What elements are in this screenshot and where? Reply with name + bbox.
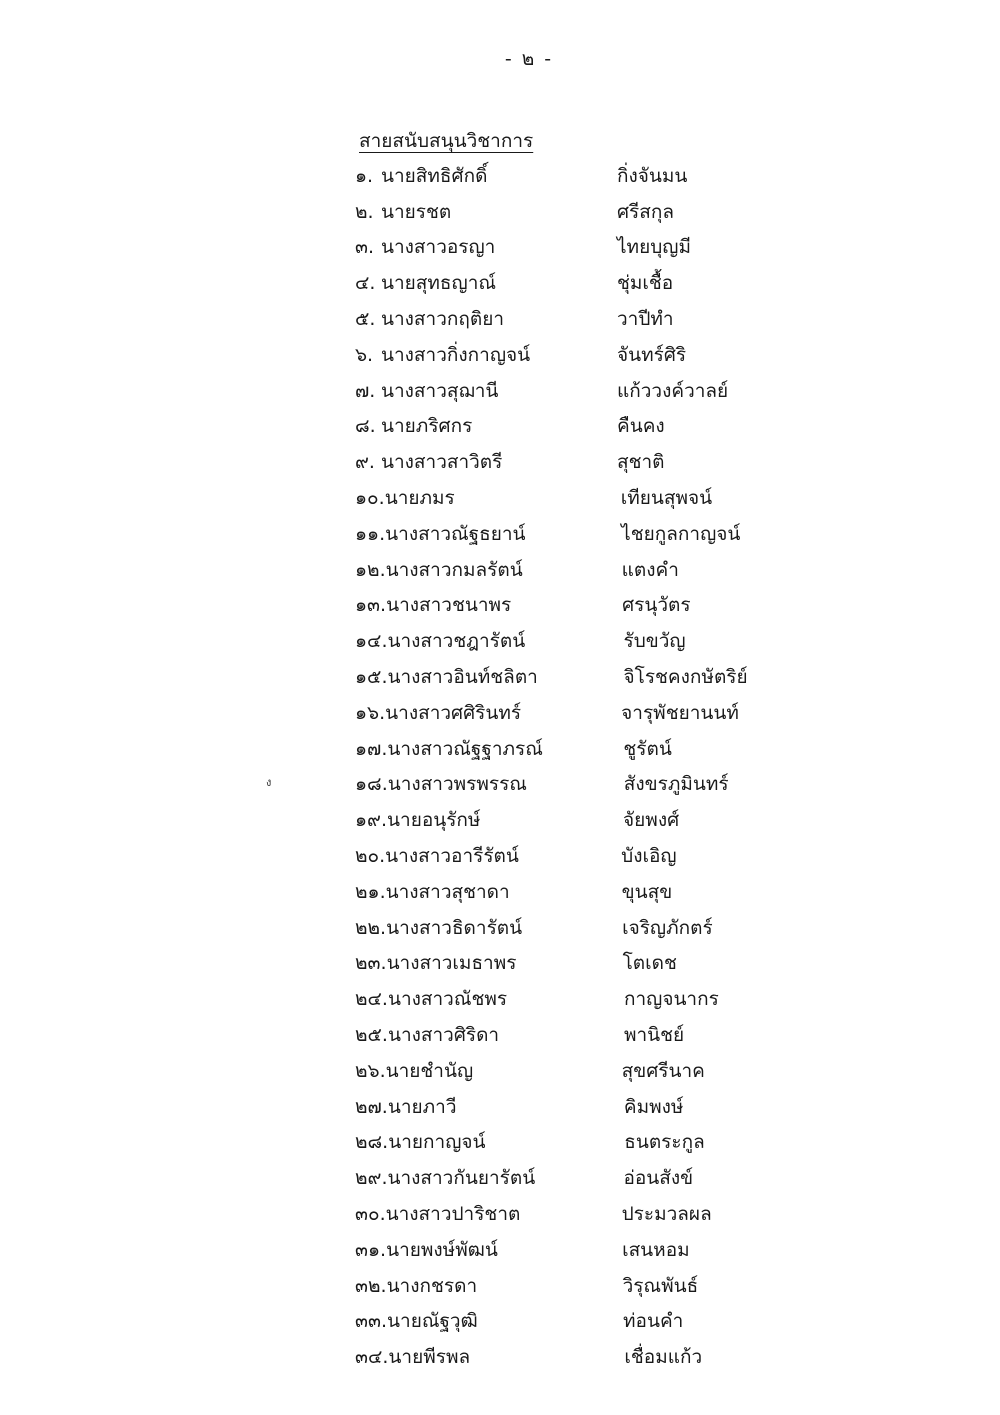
given-name: นางสาวชนาพร — [386, 594, 512, 617]
list-item — [355, 552, 775, 588]
item-number: ๑๓. — [355, 594, 387, 617]
list-item — [355, 731, 775, 767]
item-number: ๓๑. — [355, 1238, 387, 1261]
surname: โตเดช — [622, 952, 677, 975]
given-name: นางสาวกิ่งกาญจน์ — [381, 343, 531, 366]
item-number: ๙. — [355, 451, 375, 474]
list-item — [355, 337, 775, 373]
item-number: ๒๙. — [355, 1167, 388, 1190]
list-item — [355, 1089, 775, 1125]
item-number: ๓๒. — [355, 1274, 387, 1297]
given-name: นางสาวสุฌานี — [381, 379, 499, 402]
surname: สุชาติ — [617, 451, 665, 474]
given-name: นางสาวอินท์ชลิตา — [387, 666, 538, 689]
surname: ธนตระกูล — [624, 1131, 705, 1154]
surname: ประมวลผล — [621, 1203, 712, 1225]
given-name: นายสิทธิศักดิ์ — [381, 164, 488, 187]
given-name: นายกาญจน์ — [388, 1131, 486, 1154]
given-name: นายภาวี — [387, 1095, 457, 1118]
item-number: ๒๔. — [355, 988, 388, 1011]
surname: แตงคำ — [621, 558, 679, 581]
given-name: นางสาวพรพรรณ — [387, 773, 527, 796]
item-number: ๓๓. — [355, 1310, 388, 1333]
list-item — [355, 802, 775, 838]
surname: ไชยกูลกาญจน์ — [621, 522, 741, 545]
list-item — [355, 373, 775, 409]
surname: จิโรชคงกษัตริย์ — [623, 666, 748, 689]
item-number: ๑๒. — [355, 558, 386, 581]
list-item — [355, 516, 775, 552]
item-number: ๒. — [355, 200, 374, 223]
given-name: นายณัฐวุฒิ — [387, 1310, 478, 1333]
given-name: นายอนุรักษ์ — [387, 809, 481, 832]
given-name: นางสาวอรญา — [381, 236, 496, 259]
surname: จันทร์ศิริ — [617, 343, 687, 366]
given-name: นางสาวชฎารัตน์ — [387, 630, 526, 653]
item-number: ๒๕. — [355, 1024, 388, 1047]
surname: จัยพงศ์ — [623, 809, 680, 832]
surname: อ่อนสังข์ — [623, 1167, 694, 1190]
item-number: ๘. — [355, 415, 376, 438]
given-name: นายรชต — [381, 200, 452, 223]
item-number: ๑๗. — [355, 737, 388, 760]
surname: ชุ่มเชื้อ — [617, 272, 674, 295]
list-item — [355, 1232, 775, 1268]
item-number: ๑๑. — [355, 522, 386, 545]
list-item — [355, 409, 775, 445]
list-item — [355, 623, 775, 659]
item-number: ๒๗. — [355, 1095, 388, 1118]
surname: แก้ววงค์วาลย์ — [617, 379, 729, 402]
surname: วิรุณพันธ์ — [622, 1274, 699, 1297]
list-item — [355, 1339, 775, 1375]
surname: พานิชย์ — [623, 1024, 685, 1047]
surname: สุขศรีนาค — [621, 1059, 705, 1082]
list-item — [355, 659, 775, 695]
list-item — [355, 695, 775, 731]
given-name: นายภริศกร — [381, 415, 473, 438]
given-name: นางสาวกมลรัตน์ — [385, 558, 523, 581]
surname: ชูรัตน์ — [623, 737, 672, 760]
given-name: นางกชรดา — [386, 1274, 478, 1297]
list-item — [355, 265, 775, 301]
surname: ไทยบุญมี — [617, 236, 691, 259]
list-item — [355, 1053, 775, 1089]
stray-mark: ง — [266, 776, 272, 789]
surname: เสนหอม — [622, 1238, 690, 1261]
given-name: นางสาวปาริชาต — [385, 1203, 521, 1225]
list-item — [355, 1125, 775, 1161]
page-number: - ๒ - — [504, 48, 554, 70]
item-number: ๓๐. — [355, 1203, 386, 1225]
surname: กิ่งจันมน — [617, 164, 688, 187]
item-number: ๑๔. — [355, 630, 388, 653]
list-item — [355, 194, 775, 230]
given-name: นางสาวธิดารัตน์ — [386, 916, 523, 939]
list-item — [355, 838, 775, 874]
surname: คืนคง — [617, 415, 665, 438]
surname: เจริญภักตร์ — [622, 916, 713, 939]
surname: ขุนสุข — [621, 880, 673, 903]
surname: ศรีสกุล — [617, 200, 675, 223]
list-item — [355, 230, 775, 266]
surname: สังขรภูมินทร์ — [623, 773, 729, 796]
item-number: ๖. — [355, 343, 374, 366]
list-item — [355, 981, 775, 1017]
list-item — [355, 1196, 775, 1232]
given-name: นายภมร — [384, 487, 455, 510]
list-item — [355, 1268, 775, 1304]
item-number: ๑๘. — [355, 773, 388, 796]
list-item — [355, 874, 775, 910]
item-number: ๓๔. — [355, 1346, 389, 1369]
given-name: นางสาวสาวิตรี — [381, 451, 503, 474]
list-item — [355, 1304, 775, 1340]
surname: เทียนสุพจน์ — [620, 487, 713, 510]
list-item — [355, 1017, 775, 1053]
list-item — [355, 301, 775, 337]
surname: เชื่อมแก้ว — [624, 1346, 703, 1369]
surname: ท่อนคำ — [623, 1310, 684, 1333]
given-name: นางสาวอารีรัตน์ — [385, 845, 519, 868]
given-name: นางสาวเมธาพร — [386, 952, 517, 975]
surname: จารุพัชยานนท์ — [621, 701, 739, 724]
item-number: ๔. — [355, 272, 376, 295]
list-item — [355, 588, 775, 624]
item-number: ๒๓. — [355, 952, 387, 975]
name-list — [355, 158, 775, 1375]
list-item — [355, 480, 775, 516]
surname: วาปีทำ — [617, 308, 674, 331]
given-name: นายสุทธญาณ์ — [381, 272, 496, 295]
list-item — [355, 767, 775, 803]
item-number: ๒๖. — [355, 1059, 386, 1082]
item-number: ๒๒. — [355, 916, 387, 939]
list-item — [355, 946, 775, 982]
given-name: นายพงษ์พัฒน์ — [386, 1238, 498, 1261]
given-name: นายชำนัญ — [385, 1059, 474, 1082]
item-number: ๑. — [355, 164, 374, 187]
surname: รับขวัญ — [623, 630, 686, 653]
item-number: ๓. — [355, 236, 375, 259]
given-name: นางสาวณัฐฐาภรณ์ — [387, 737, 543, 760]
list-item — [355, 444, 775, 480]
surname: ศรนุวัตร — [622, 594, 691, 617]
given-name: นางสาวณัชพร — [387, 988, 508, 1011]
item-number: ๕. — [355, 308, 376, 331]
list-item — [355, 158, 775, 194]
section-heading: สายสนับสนุนวิชาการ — [359, 130, 534, 152]
item-number: ๒๐. — [355, 845, 386, 868]
given-name: นางสาวศิริดา — [387, 1024, 500, 1047]
surname: กาญจนากร — [623, 988, 719, 1011]
given-name: นายพีรพล — [388, 1346, 471, 1369]
item-number: ๒๘. — [355, 1131, 389, 1154]
item-number: ๑๐. — [355, 487, 385, 510]
given-name: นางสาวณัฐธยาน์ — [385, 522, 526, 545]
item-number: ๒๑. — [355, 880, 386, 903]
item-number: ๑๙. — [355, 809, 388, 832]
given-name: นางสาวสุชาดา — [385, 880, 510, 903]
surname: บังเอิญ — [621, 845, 677, 868]
item-number: ๑๕. — [355, 666, 388, 689]
surname: คิมพงษ์ — [623, 1095, 684, 1118]
given-name: นางสาวกันยารัตน์ — [387, 1167, 536, 1190]
given-name: นางสาวศศิรินทร์ — [385, 701, 522, 724]
item-number: ๗. — [355, 379, 376, 402]
item-number: ๑๖. — [355, 701, 386, 724]
list-item — [355, 1160, 775, 1196]
list-item — [355, 910, 775, 946]
given-name: นางสาวกฤติยา — [381, 308, 505, 331]
